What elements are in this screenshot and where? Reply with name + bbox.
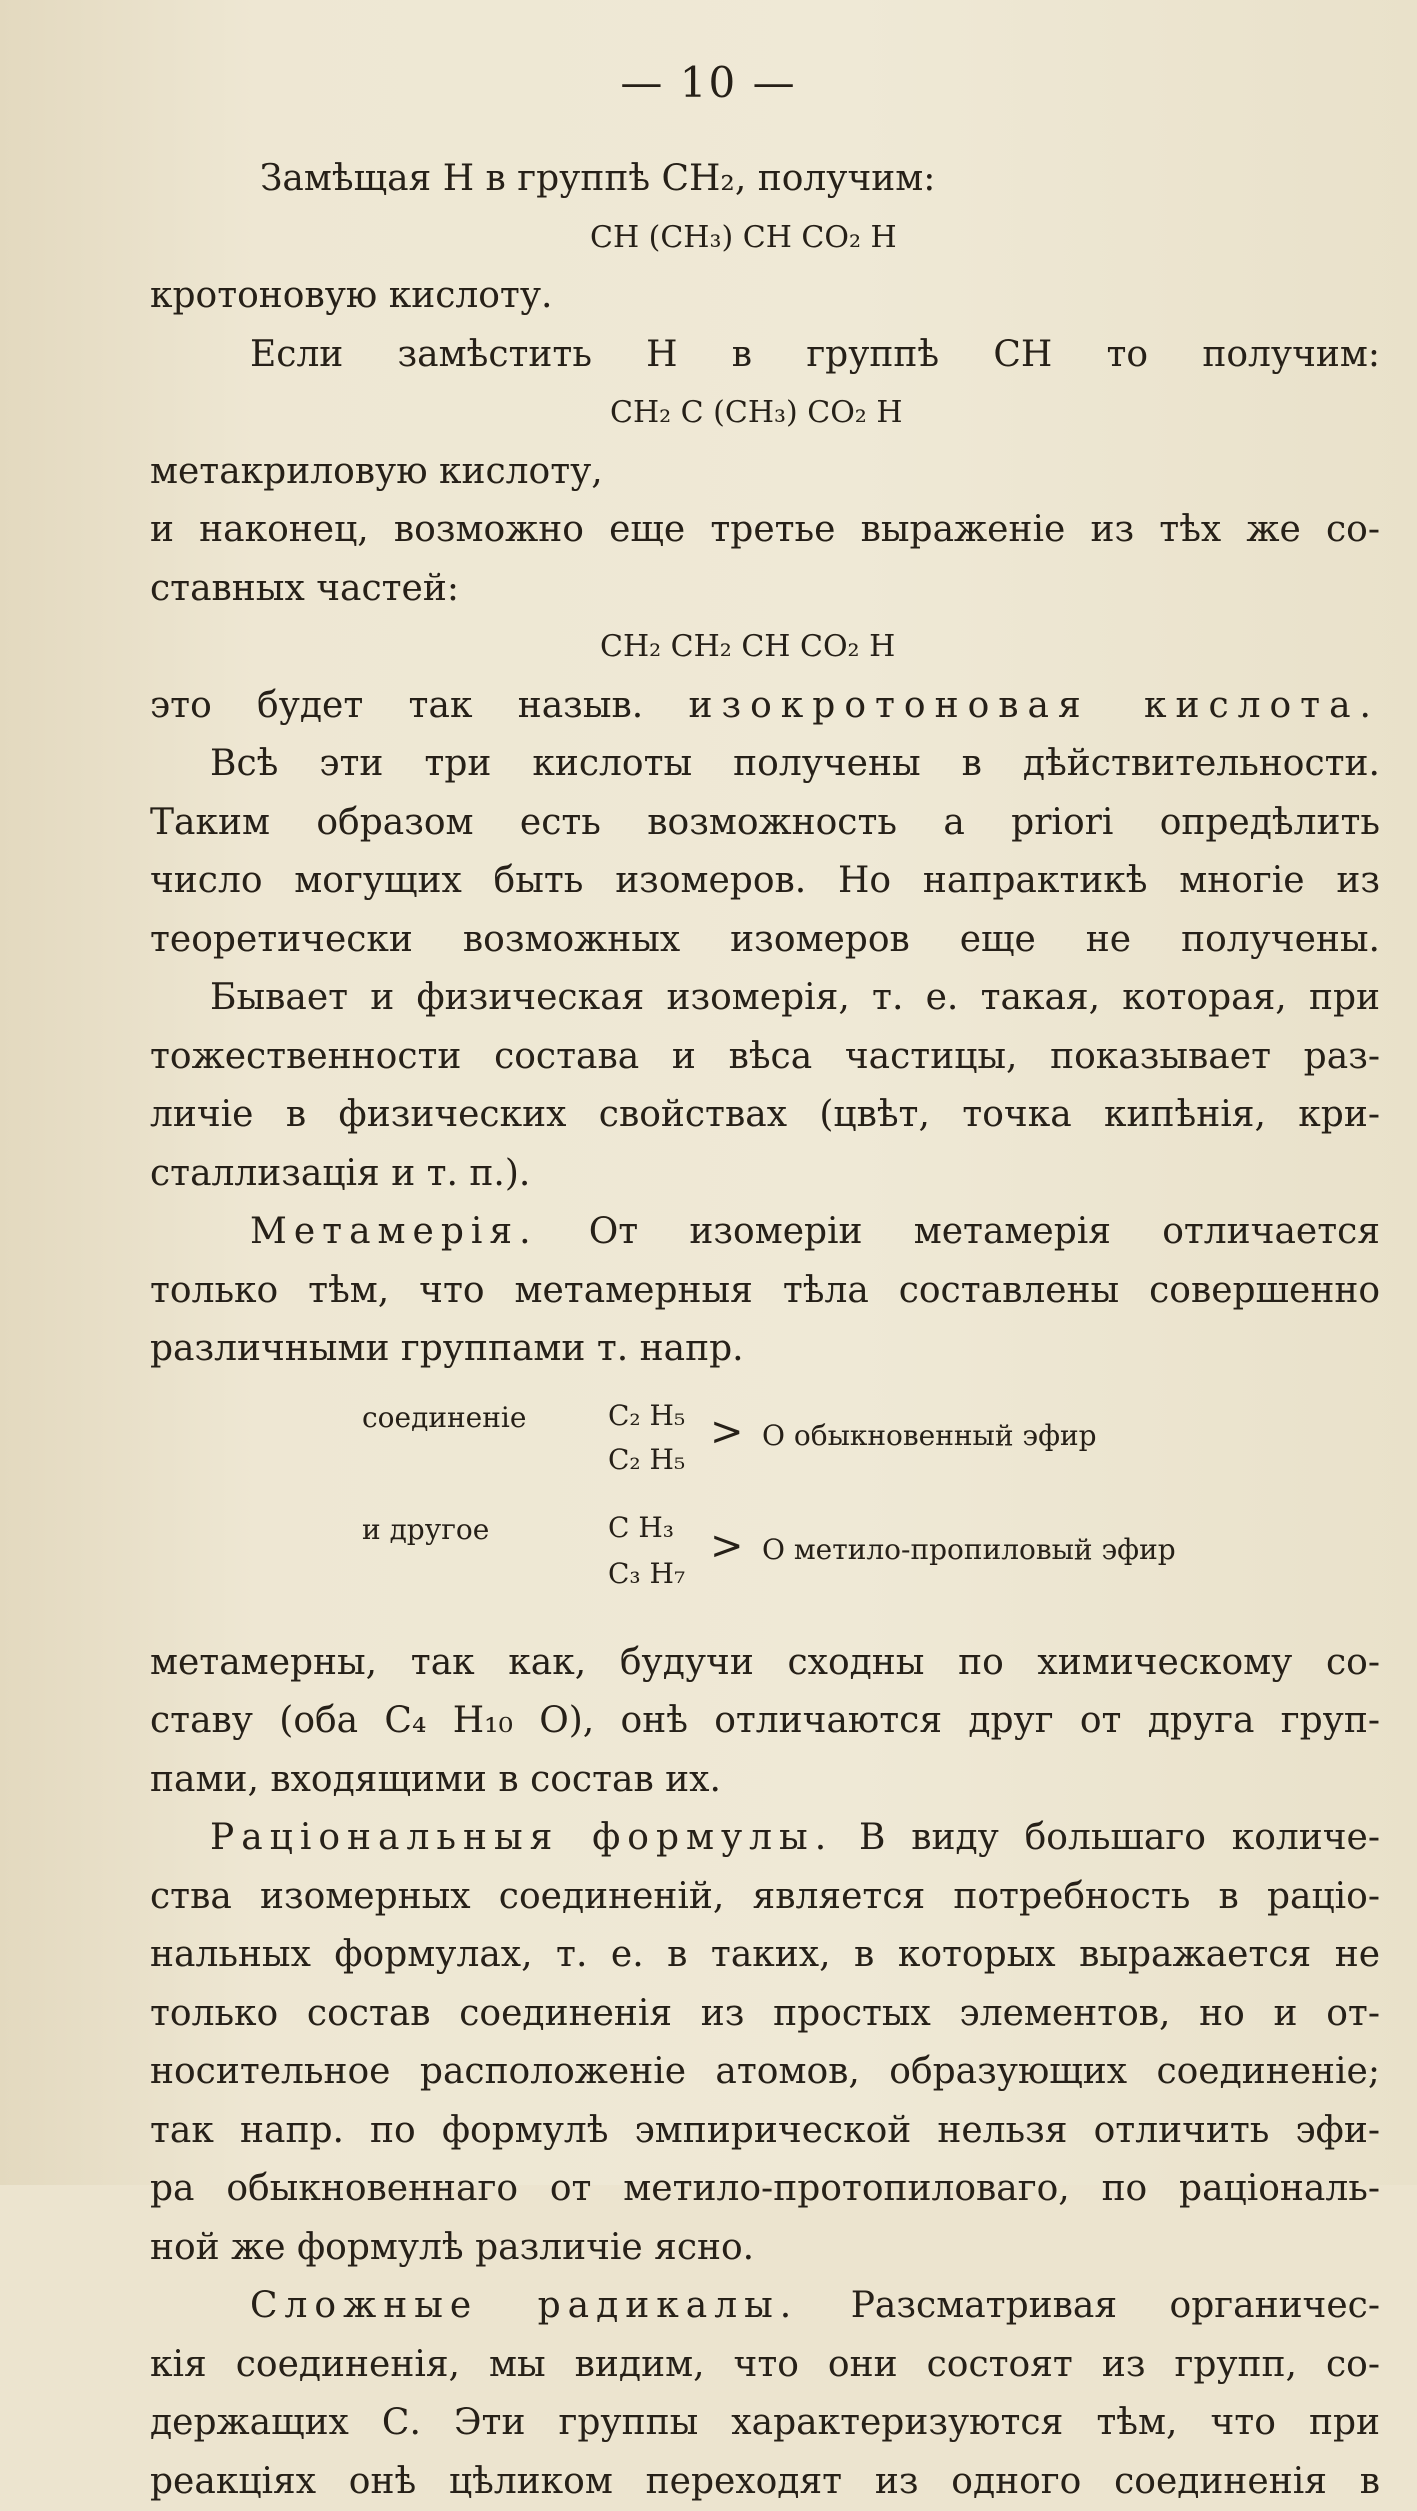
- spaced-term: Сложные радикалы.: [250, 2285, 798, 2326]
- bracket: >: [710, 1517, 744, 1576]
- scheme-label: соединеніе: [362, 1389, 526, 1448]
- bracket: >: [710, 1403, 744, 1462]
- text-line: теоретически возможных изомеров еще не получены.: [150, 911, 1380, 970]
- text-line: ства изомерных соединеній, является потребность в раціо-: [150, 1868, 1380, 1927]
- spaced-term: Раціональныя формулы.: [210, 1817, 833, 1858]
- text-line: личіе в физических свойствах (цвѣт, точка кипѣнія, кри-: [150, 1086, 1380, 1145]
- text-line: метакриловую кислоту,: [150, 443, 1380, 502]
- scheme-description: О обыкновенный эфир: [762, 1407, 1097, 1466]
- text-line: [150, 677, 1380, 736]
- body-text: [150, 150, 1380, 2511]
- metamer-scheme: [150, 1379, 1380, 1634]
- scheme-description: О метило-пропиловый эфир: [762, 1521, 1176, 1580]
- formula-methacrylic: СН₂ С (СН₃) СО₂ Н: [150, 384, 1380, 443]
- text-line: [150, 1809, 1380, 1868]
- text-line: Если замѣстить Н в группѣ СН то получим:: [150, 326, 1380, 385]
- text-line: число могущих быть изомеров. Но напрактикѣ многіе из: [150, 852, 1380, 911]
- text-line: сталлизація и т. п.).: [150, 1145, 1380, 1204]
- text-line: различными группами т. напр.: [150, 1320, 1380, 1379]
- radical: С₃ Н₇: [608, 1545, 685, 1604]
- formula-isocrotonic: СН₂ СН₂ СН СО₂ Н: [150, 618, 1380, 677]
- page-number: — 10 —: [0, 58, 1417, 107]
- spaced-term: изокротоновая кислота.: [688, 685, 1380, 726]
- text-line: кротоновую кислоту.: [150, 267, 1380, 326]
- text-line: [150, 1203, 1380, 1262]
- radical: С₂ Н₅: [608, 1387, 685, 1446]
- text-line: Бывает и физическая изомерія, т. е. такая, которая, при: [150, 969, 1380, 1028]
- text-line: пами, входящими в состав их.: [150, 1751, 1380, 1810]
- text-line: нальных формулах, т. е. в таких, в которых выражается не: [150, 1926, 1380, 1985]
- text-line: ставных частей:: [150, 560, 1380, 619]
- scheme-label: и другое: [362, 1501, 489, 1560]
- text-run: От изомеріи метамерія отличается: [538, 1211, 1380, 1252]
- text-line: ставу (оба С₄ Н₁₀ О), онѣ отличаются друг от друга груп-: [150, 1692, 1380, 1751]
- text-line: так напр. по формулѣ эмпирической нельзя отличить эфи-: [150, 2102, 1380, 2161]
- text-line: Таким образом есть возможность a priori опредѣлить: [150, 794, 1380, 853]
- text-line: кія соединенія, мы видим, что они состоят из групп, со-: [150, 2336, 1380, 2395]
- radical: С Н₃: [608, 1499, 674, 1558]
- text-run: Разсматривая органичес-: [798, 2285, 1380, 2326]
- spaced-term: Метамерія.: [250, 1211, 538, 1252]
- text-line: и наконец, возможно еще третье выраженіе из тѣх же со-: [150, 501, 1380, 560]
- text-line: Всѣ эти три кислоты получены в дѣйствительности.: [150, 735, 1380, 794]
- text-line: носительное расположеніе атомов, образующих соединеніе;: [150, 2043, 1380, 2102]
- text-line: ра обыкновеннаго от метило-протопиловаго, по раціональ-: [150, 2160, 1380, 2219]
- radical: С₂ Н₅: [608, 1431, 685, 1490]
- text-line: [150, 2277, 1380, 2336]
- text-line: тожественности состава и вѣса частицы, показывает раз-: [150, 1028, 1380, 1087]
- text-line: ной же формулѣ различіе ясно.: [150, 2219, 1380, 2278]
- text-line: метамерны, так как, будучи сходны по химическому со-: [150, 1634, 1380, 1693]
- formula-crotonic: СН (СН₃) СН СО₂ Н: [150, 209, 1380, 268]
- text-line: только состав соединенія из простых элементов, но и от-: [150, 1985, 1380, 2044]
- text-line: реакціях онѣ цѣликом переходят из одного соединенія в: [150, 2453, 1380, 2511]
- text-run: В виду большаго количе-: [833, 1817, 1380, 1858]
- text-line: Замѣщая Н в группѣ СН₂, получим:: [150, 150, 1380, 209]
- text-line: только тѣм, что метамерныя тѣла составлены совершенно: [150, 1262, 1380, 1321]
- text-run: это будет так назыв.: [150, 685, 688, 726]
- text-line: держащих С. Эти группы характеризуются тѣм, что при: [150, 2394, 1380, 2453]
